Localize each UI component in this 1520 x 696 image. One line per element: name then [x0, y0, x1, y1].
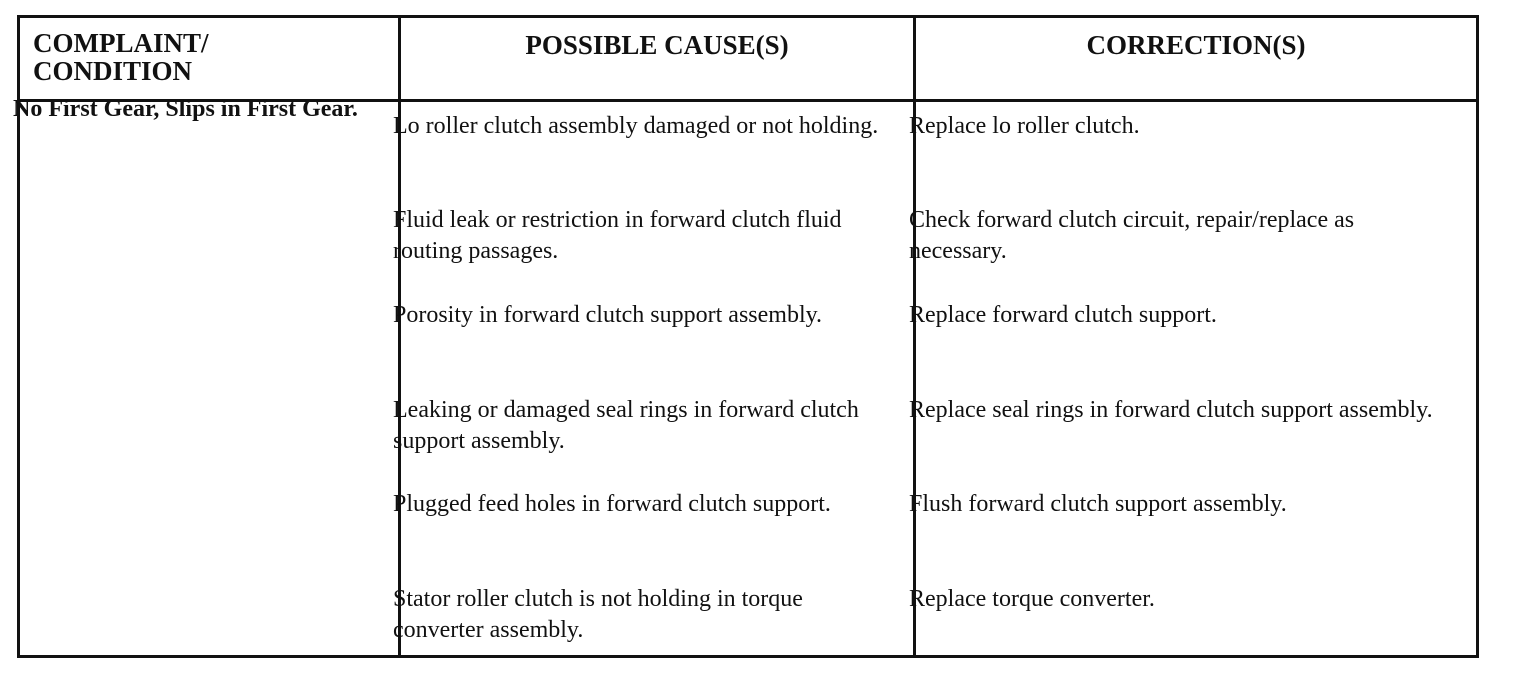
correction-text: Replace lo roller clutch.: [909, 113, 1140, 139]
correction-text: Replace forward clutch support.: [909, 302, 1217, 328]
cause-text: Fluid leak or restriction in forward clutch fluid routing passages.: [393, 207, 842, 264]
cause-text: Porosity in forward clutch support assembly.: [393, 302, 823, 328]
cause-text: Plugged feed holes in forward clutch support.: [393, 491, 831, 517]
header-corrections: CORRECTION(S): [1086, 30, 1306, 60]
header-complaint-condition: [20, 18, 398, 99]
correction-text: Flush forward clutch support assembly.: [909, 491, 1287, 517]
complaint-text: No First Gear, Slips in First Gear.: [13, 96, 358, 122]
cause-text: Stator roller clutch is not holding in torque converter assembly.: [393, 586, 803, 643]
header-complaint-line: COMPLAINT/: [33, 28, 209, 58]
correction-text: Check forward clutch circuit, repair/replace as necessary.: [909, 207, 1355, 264]
header-condition-line: CONDITION: [33, 56, 193, 86]
header-possible-causes: POSSIBLE CAUSE(S): [525, 30, 789, 60]
cause-text: Lo roller clutch assembly damaged or not holding.: [393, 113, 879, 139]
correction-text: Replace seal rings in forward clutch support assembly.: [909, 397, 1433, 423]
correction-text: Replace torque converter.: [909, 586, 1155, 612]
cause-text: Leaking or damaged seal rings in forward clutch support assembly.: [393, 397, 859, 454]
